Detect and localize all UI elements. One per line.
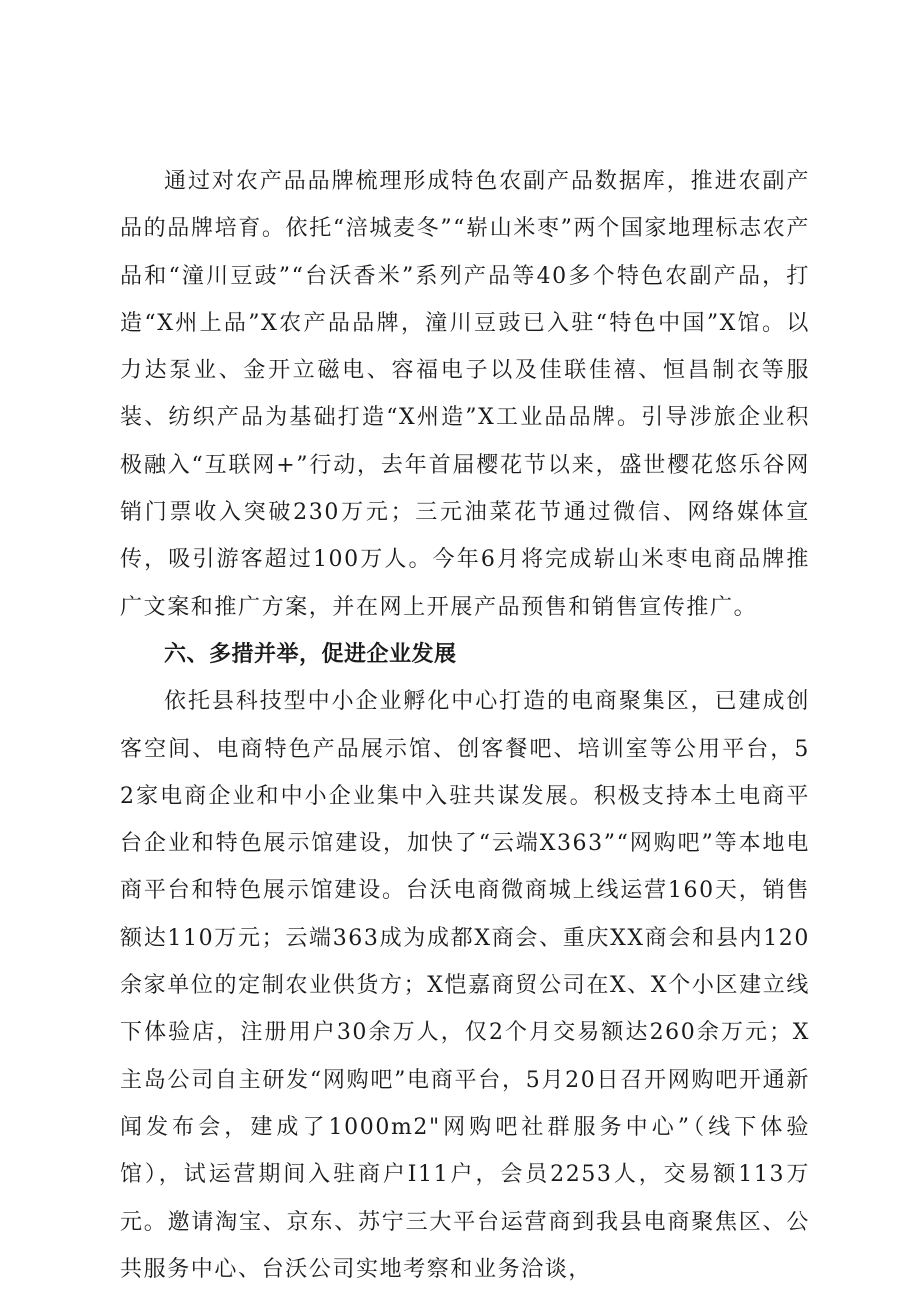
section-heading: 六、多措并举，促进企业发展 [164, 641, 457, 667]
body-paragraph-enterprise-development: 依托县科技型中小企业孵化中心打造的电商聚集区，已建成创客空间、电商特色产品展示馆、创客餐吧、培训室等公用平台，52家电商企业和中小企业集中入驻共谋发展。积极支持本土电商平台企业和特色展示馆建设，加快了“云端X363”“网购吧”等本地电商平台和特色展示馆建设。台沃电商微商城上线运营160天，销售额达110万元；云端363成为成都X商会、重庆XX商会和县内120余家单位的定制农业供货方；X恺嘉商贸公司在X、X个小区建立线下体验店，注册用户30余万人，仅2个月交易额达260余万元；X主岛公司自主研发“网购吧”电商平台，5月20日召开网购吧开通新闻发布会，建成了1000m2"网购吧社群服务中心”（线下体验馆），试运营期间入驻商户I11户，会员2253人，交易额113万元。邀请淘宝、京东、苏宁三大平台运营商到我县电商聚焦区、公共服务中心、台沃公司实地考察和业务洽谈， [120, 689, 810, 1282]
body-paragraph-brand-building: 通过对农产品品牌梳理形成特色农副产品数据库，推进农副产品的品牌培育。依托“涪城麦冬”“崭山米枣”两个国家地理标志农产品和“潼川豆豉”“台沃香米”系列产品等40多个特色农副产品，打造“X州上品”X农产品品牌，潼川豆豉已入驻“特色中国”X馆。以力达泵业、金开立磁电、容福电子以及佳联佳禧、恒昌制衣等服装、纺织产品为基础打造“X州造”X工业品品牌。引导涉旅企业积极融入“互联网+”行动，去年首届樱花节以来，盛世樱花悠乐谷网销门票收入突破230万元；三元油菜花节通过微信、网络媒体宣传，吸引游客超过100万人。今年6月将完成崭山米枣电商品牌推广文案和推广方案，并在网上开展产品预售和销售宣传推广。 [120, 169, 810, 620]
document-page [120, 158, 810, 1293]
